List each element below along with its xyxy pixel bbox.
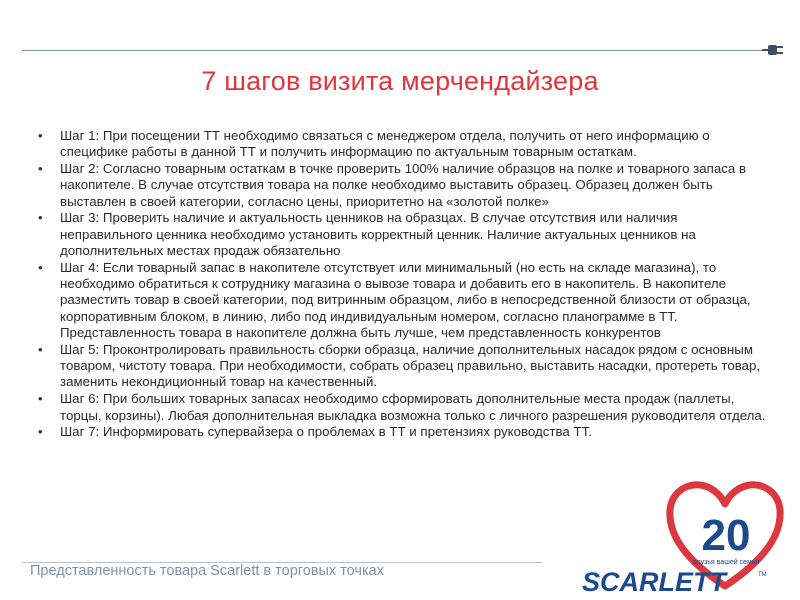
trademark: TM — [758, 572, 767, 578]
brand-name: SCARLETT — [582, 567, 726, 596]
bullet: • — [38, 161, 43, 177]
step-text: Шаг 5: Проконтролировать правильность сборки образца, наличие дополнительных насадок рядом с основным товаром, чистоту товара. При необходимости, собрать образец правильно, выставить насадки, протереть товар, заменить некондиционный товар на качественный. — [60, 341, 761, 390]
bullet: • — [38, 128, 43, 143]
step-item-4 — [38, 260, 773, 341]
step-text: Шаг 1: При посещении ТТ необходимо связаться с менеджером отдела, получить от него информацию о специфике работы в данной ТТ и получить информацию по актуальным товарным остаткам. — [60, 128, 710, 160]
badge-number: 20 — [701, 511, 751, 560]
step-item-1 — [38, 128, 773, 161]
step-item-7 — [38, 424, 773, 440]
step-text: Шаг 6: При больших товарных запасах необходимо сформировать дополнительные места продаж (паллеты, торцы, корзины). Любая дополнительная выкладка возможна только с личного разрешения руководителя отдела. — [60, 391, 766, 423]
plug-icon — [762, 42, 784, 58]
step-item-3 — [38, 210, 773, 259]
footer-caption: Представленность товара Scarlett в торговых точках — [30, 563, 384, 579]
step-item-6 — [38, 391, 773, 424]
slide-title: 7 шагов визита мерчендайзера — [201, 66, 599, 96]
badge-tagline: друзья вашей семьи — [692, 559, 760, 566]
scarlett-logo — [582, 566, 772, 596]
step-text: Шаг 3: Проверить наличие и актуальность ценников на образцах. В случае отсутствия или наличия неправильного ценника необходимо установить корректный ценник. Наличие актуальных ценников на дополнительных местах продаж обязательно — [60, 210, 696, 259]
step-item-2 — [38, 161, 773, 210]
bullet: • — [38, 341, 43, 357]
bullet: • — [38, 259, 43, 275]
steps-list — [38, 128, 773, 441]
bullet: • — [38, 424, 43, 440]
header-divider — [22, 50, 762, 51]
bullet: • — [38, 391, 43, 407]
step-text: Шаг 4: Если товарный запас в накопителе отсутствует или минимальный (но есть на складе магазина), то необходимо обратиться к сотруднику магазина о вывозе товара и добавить его в накопитель. В накопителе разместить товар в своей категории, под витринным образцом, либо в непосредственной близости от образца, корпоративным блоком, в линию, либо под индивидуальным номером, согласно планограмме в ТТ. Представленность товара в накопителе должна быть лучше, чем представленность конкурентов — [60, 259, 751, 341]
step-text: Шаг 7: Информировать супервайзера о проблемах в ТТ и претензиях руководства ТТ. — [60, 424, 592, 440]
step-item-5 — [38, 342, 773, 391]
bullet: • — [38, 210, 43, 226]
step-text: Шаг 2: Согласно товарным остаткам в точке проверить 100% наличие образцов на полке и товарного запаса в накопителе. В случае отсутствия товара на полке необходимо выставить образец. Образец должен быть выставлен в своей категории, согласно цены, приоритетно на «золотой полке» — [60, 161, 747, 209]
